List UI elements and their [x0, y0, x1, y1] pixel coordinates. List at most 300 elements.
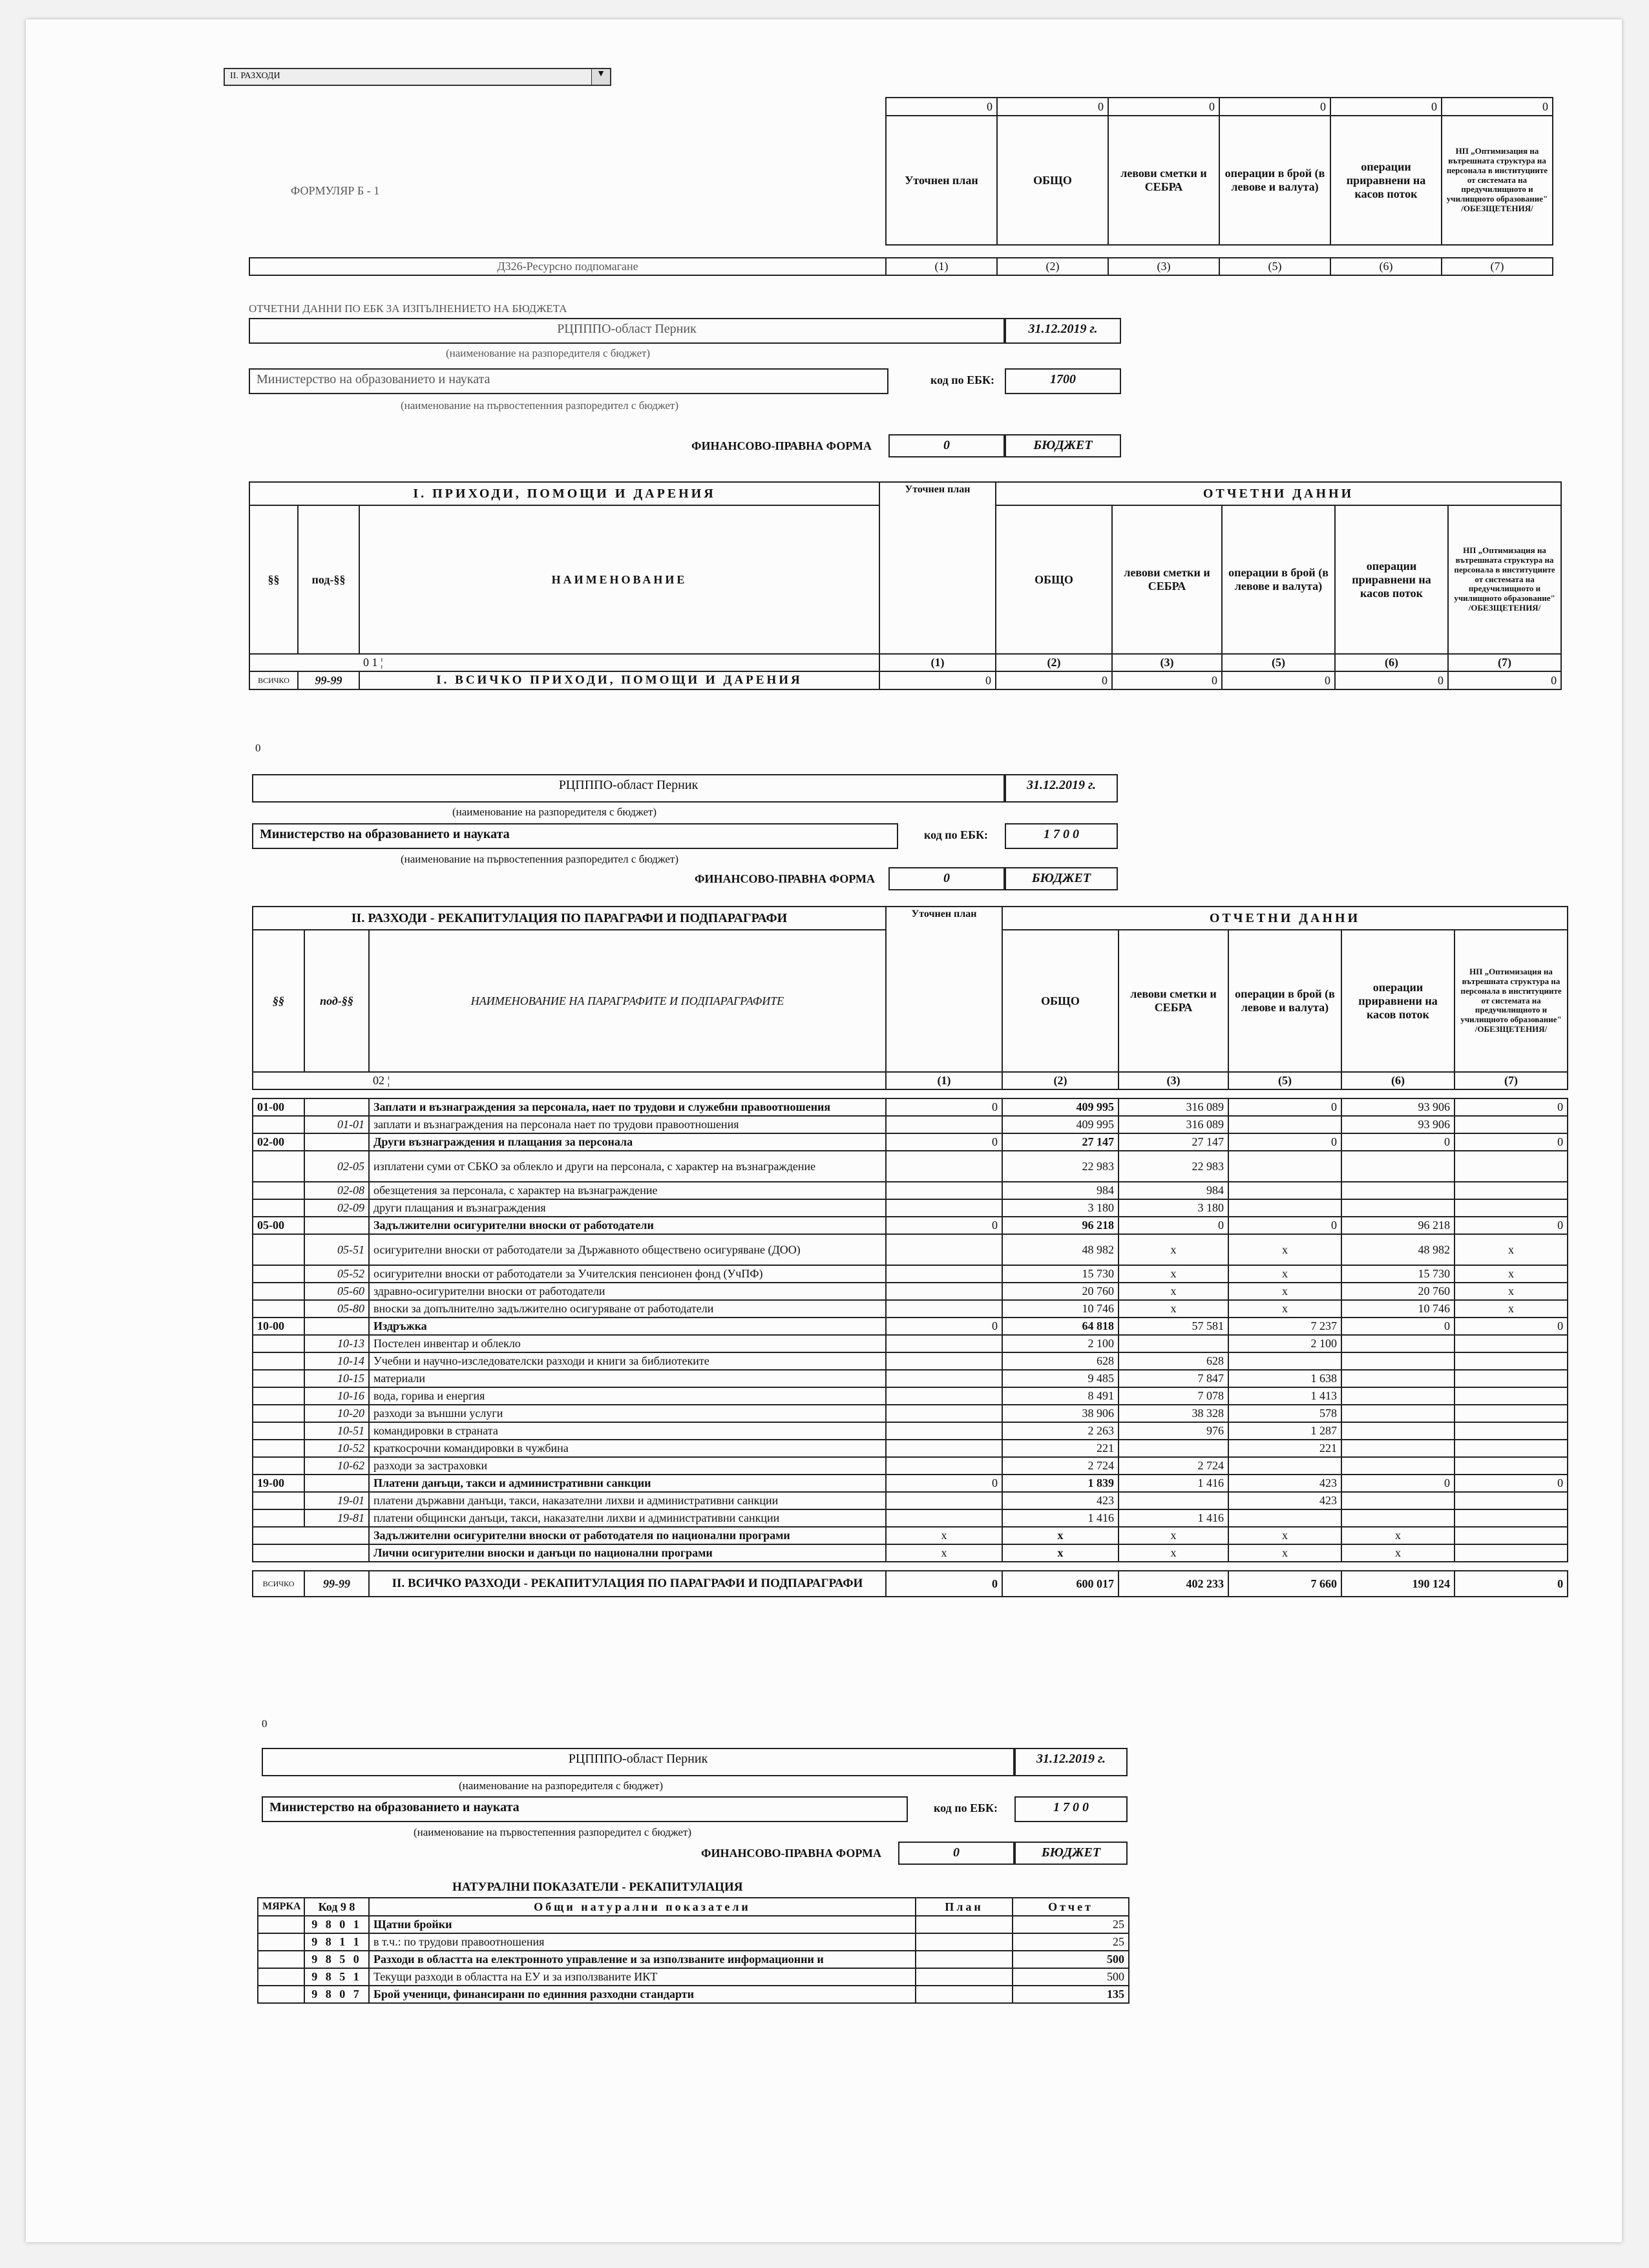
expenses-total-value-4: 190 124 — [1341, 1571, 1455, 1597]
row-value-2 — [1119, 1492, 1228, 1509]
list-item — [258, 1968, 1129, 1986]
row-value-5 — [1455, 1352, 1568, 1370]
list-item — [258, 1986, 1129, 2003]
row-value-5 — [1455, 1199, 1568, 1217]
row-value-4: x — [1341, 1544, 1455, 1562]
row-value-3: x — [1228, 1544, 1341, 1562]
nat-unit — [258, 1916, 304, 1933]
income-name-header: НАИМЕНОВАНИЕ — [359, 505, 879, 654]
income-col-num-5: (7) — [1448, 654, 1561, 671]
row-value-4 — [1341, 1387, 1455, 1405]
row-value-2: 976 — [1119, 1422, 1228, 1440]
list-item — [258, 1933, 1129, 1951]
row-value-1: 409 995 — [1002, 1098, 1119, 1116]
row-name: Заплати и възнаграждения за персонала, нает по трудови и служебни правоотношения — [369, 1098, 886, 1116]
row-par — [253, 1422, 304, 1440]
ministry-3: Министерство на образованието и науката — [262, 1796, 908, 1822]
row-value-5 — [1455, 1527, 1568, 1544]
row-value-5: 0 — [1455, 1217, 1568, 1234]
row-value-4 — [1341, 1199, 1455, 1217]
row-value-5 — [1455, 1457, 1568, 1475]
row-name: изплатени суми от СБКО за облекло и други на персонала, с характер на възнаграждение — [369, 1151, 886, 1182]
top-row-table — [249, 257, 1553, 276]
table-row — [253, 1283, 1568, 1300]
row-value-5 — [1455, 1182, 1568, 1199]
row-name: материали — [369, 1370, 886, 1387]
row-par — [253, 1405, 304, 1422]
row-name: разходи за външни услуги — [369, 1405, 886, 1422]
row-value-3 — [1228, 1151, 1341, 1182]
row-value-1: 2 263 — [1002, 1422, 1119, 1440]
row-subpar — [304, 1318, 369, 1335]
income-col-cash: операции в брой (в левове и валута) — [1222, 505, 1335, 654]
row-value-4 — [1341, 1440, 1455, 1457]
row-value-2: 628 — [1119, 1352, 1228, 1370]
row-par — [253, 1457, 304, 1475]
income-total-code: ВСИЧКО — [249, 671, 298, 689]
row-value-1: 2 100 — [1002, 1335, 1119, 1352]
row-value-1: 96 218 — [1002, 1217, 1119, 1234]
row-value-2: 1 416 — [1119, 1475, 1228, 1492]
nat-code: 9 8 1 1 — [304, 1933, 369, 1951]
expenses-plan-header: Уточнен план — [886, 907, 1002, 1072]
nat-unit — [258, 1986, 304, 2003]
table-row — [253, 1440, 1568, 1457]
nat-code: 9 8 5 0 — [304, 1951, 369, 1968]
row-value-0 — [886, 1405, 1002, 1422]
nat-code-header: Код 9 8 — [304, 1898, 369, 1916]
nat-name: Разходи в областта на електронното управление и за използваните информационни и — [369, 1951, 916, 1968]
expenses-col-total: ОБЩО — [1002, 930, 1119, 1072]
row-value-3 — [1228, 1352, 1341, 1370]
org-caption-2: (наименование на разпоредителя с бюджет) — [452, 806, 657, 818]
income-total-value-3: 0 — [1222, 671, 1335, 689]
row-name: платени държавни данъци, такси, наказателни лихви и административни санкции — [369, 1492, 886, 1509]
top-zero-3: 0 — [1219, 98, 1330, 116]
row-value-2: 984 — [1119, 1182, 1228, 1199]
top-zero-0: 0 — [886, 98, 997, 116]
top-summary-table — [885, 97, 1553, 246]
nat-plan — [916, 1916, 1013, 1933]
row-value-0 — [886, 1182, 1002, 1199]
row-value-2: x — [1119, 1544, 1228, 1562]
row-name: заплати и възнаграждения на персонала нает по трудови правоотношения — [369, 1116, 886, 1133]
row-subpar: 19-81 — [304, 1509, 369, 1527]
nat-name: Щатни бройки — [369, 1916, 916, 1933]
row-value-3: 423 — [1228, 1475, 1341, 1492]
legal-form-label-2: ФИНАНСОВО-ПРАВНА ФОРМА — [695, 872, 875, 885]
row-value-1: 3 180 — [1002, 1199, 1119, 1217]
nat-plan — [916, 1968, 1013, 1986]
ministry-2: Министерство на образованието и науката — [252, 823, 898, 849]
table-row — [253, 1509, 1568, 1527]
row-subpar — [304, 1133, 369, 1151]
row-value-3 — [1228, 1457, 1341, 1475]
expenses-total-value-1: 600 017 — [1002, 1571, 1119, 1597]
row-value-2 — [1119, 1440, 1228, 1457]
ebk-label-2: код по ЕБК: — [924, 828, 989, 841]
row-subpar: 02-05 — [304, 1151, 369, 1182]
legal-form-value-1: БЮДЖЕТ — [1005, 434, 1121, 457]
row-name: други плащания и възнаграждения — [369, 1199, 886, 1217]
expenses-total-value-2: 402 233 — [1119, 1571, 1228, 1597]
expenses-col-lev: левови сметки и СЕБРА — [1119, 930, 1228, 1072]
nat-report-header: Отчет — [1013, 1898, 1129, 1916]
row-value-0 — [886, 1492, 1002, 1509]
row-value-3: x — [1228, 1527, 1341, 1544]
ebk-label-3: код по ЕБК: — [934, 1801, 998, 1814]
nat-report: 500 — [1013, 1951, 1129, 1968]
row-value-1: 984 — [1002, 1182, 1119, 1199]
nat-name: Текущи разходи в областта на ЕУ и за използваните ИКТ — [369, 1968, 916, 1986]
row-value-0 — [886, 1199, 1002, 1217]
table-row — [253, 1527, 1568, 1544]
legal-form-code-3: 0 — [898, 1842, 1014, 1865]
table-row — [253, 1318, 1568, 1335]
expenses-subpar-header: под-§§ — [304, 930, 369, 1072]
table-row — [253, 1182, 1568, 1199]
row-value-4: 48 982 — [1341, 1234, 1455, 1265]
report-title: ОТЧЕТНИ ДАННИ ПО ЕБК ЗА ИЗПЪЛНЕНИЕТО НА БЮДЖЕТА — [249, 302, 567, 315]
row-value-1: 423 — [1002, 1492, 1119, 1509]
ministry-caption-2: (наименование на първостепенния разпоредител с бюджет) — [401, 853, 679, 865]
row-value-3: 0 — [1228, 1217, 1341, 1234]
table-row — [253, 1335, 1568, 1352]
row-par — [253, 1151, 304, 1182]
row-name: Платени данъци, такси и административни санкции — [369, 1475, 886, 1492]
row-name: осигурителни вноски от работодатели за Държавното обществено осигуряване (ДОО) — [369, 1234, 886, 1265]
row-subpar: 10-52 — [304, 1440, 369, 1457]
table-row — [253, 1300, 1568, 1318]
dropdown-value: II. РАЗХОДИ — [230, 71, 280, 81]
row-value-5 — [1455, 1370, 1568, 1387]
table-row — [253, 1265, 1568, 1283]
row-value-4: 10 746 — [1341, 1300, 1455, 1318]
row-name: вноски за допълнително задължително осигуряване от работодатели — [369, 1300, 886, 1318]
row-value-1: 2 724 — [1002, 1457, 1119, 1475]
nat-name: в т.ч.: по трудови правоотношения — [369, 1933, 916, 1951]
row-value-3: 1 413 — [1228, 1387, 1341, 1405]
income-col-np: НП „Оптимизация на вътрешната структура на персонала в институциите от системата на предучилищното и училищното образование" /ОБЕЗЩЕТЕНИЯ/ — [1448, 505, 1561, 654]
expenses-par-header: §§ — [253, 930, 304, 1072]
table-row — [253, 1422, 1568, 1440]
expenses-table — [252, 906, 1568, 1597]
row-par — [253, 1116, 304, 1133]
row-subpar — [304, 1098, 369, 1116]
income-plan-header: Уточнен план — [879, 482, 996, 654]
row-par — [253, 1199, 304, 1217]
top-zero-1: 0 — [997, 98, 1108, 116]
nat-unit — [258, 1951, 304, 1968]
row-name: командировки в страната — [369, 1422, 886, 1440]
table-row — [253, 1405, 1568, 1422]
org-name-3: РЦПППО-област Перник — [262, 1748, 1014, 1776]
top-zero-4: 0 — [1330, 98, 1442, 116]
income-code: 0 1 ¦ — [359, 654, 879, 671]
row-value-0 — [886, 1283, 1002, 1300]
row-value-0 — [886, 1422, 1002, 1440]
row-value-5 — [1455, 1509, 1568, 1527]
row-value-2: x — [1119, 1283, 1228, 1300]
table-row — [253, 1475, 1568, 1492]
row-value-5 — [1455, 1116, 1568, 1133]
row-name: Задължителни осигурителни вноски от работодателя по национални програми — [369, 1527, 886, 1544]
table-row — [253, 1098, 1568, 1116]
expenses-col-num-1: (2) — [1002, 1072, 1119, 1089]
row-par — [253, 1283, 304, 1300]
row-value-5 — [1455, 1544, 1568, 1562]
org-name-2: РЦПППО-област Перник — [252, 774, 1005, 803]
row-par — [253, 1387, 304, 1405]
expenses-total-sub: 99-99 — [304, 1571, 369, 1597]
row-value-0 — [886, 1509, 1002, 1527]
table-row — [253, 1492, 1568, 1509]
income-col-total: ОБЩО — [996, 505, 1112, 654]
row-value-4 — [1341, 1352, 1455, 1370]
row-value-4: 0 — [1341, 1318, 1455, 1335]
ebk-label-1: код по ЕБК: — [930, 373, 995, 386]
expenses-name-header: НАИМЕНОВАНИЕ НА ПАРАГРАФИТЕ И ПОДПАРАГРАФИТЕ — [369, 930, 886, 1072]
row-value-3: 578 — [1228, 1405, 1341, 1422]
row-subpar: 05-80 — [304, 1300, 369, 1318]
income-col-num-1: (2) — [996, 654, 1112, 671]
natural-indicators-table — [257, 1897, 1129, 2004]
row-value-0: 0 — [886, 1133, 1002, 1151]
row-name: Задължителни осигурителни вноски от работодатели — [369, 1217, 886, 1234]
nat-code: 9 8 0 1 — [304, 1916, 369, 1933]
row-value-0 — [886, 1335, 1002, 1352]
top-col-num-1: (2) — [997, 258, 1108, 275]
row-value-3: 0 — [1228, 1133, 1341, 1151]
row-value-1: 27 147 — [1002, 1133, 1119, 1151]
row-value-4: 0 — [1341, 1475, 1455, 1492]
table-row — [253, 1387, 1568, 1405]
income-col-num-4: (6) — [1335, 654, 1448, 671]
report-date-3: 31.12.2019 г. — [1014, 1748, 1128, 1776]
row-par: 10-00 — [253, 1318, 304, 1335]
top-col-header-3: операции в брой (в левове и валута) — [1219, 116, 1330, 245]
row-par — [253, 1300, 304, 1318]
row-value-2: x — [1119, 1527, 1228, 1544]
top-col-num-0: (1) — [886, 258, 997, 275]
row-value-5 — [1455, 1422, 1568, 1440]
row-subpar: 10-51 — [304, 1422, 369, 1440]
row-value-3: x — [1228, 1234, 1341, 1265]
income-col-num-3: (5) — [1222, 654, 1335, 671]
expenses-col-num-5: (7) — [1455, 1072, 1568, 1089]
ministry-caption-3: (наименование на първостепенния разпоредител с бюджет) — [414, 1826, 692, 1838]
separator-zero-2: 0 — [262, 1717, 268, 1730]
section-dropdown[interactable] — [224, 68, 611, 86]
row-value-5: 0 — [1455, 1318, 1568, 1335]
row-value-5: 0 — [1455, 1475, 1568, 1492]
row-subpar: 10-20 — [304, 1405, 369, 1422]
row-value-0 — [886, 1370, 1002, 1387]
legal-form-code-2: 0 — [888, 867, 1005, 890]
ministry-1: Министерство на образованието и науката — [249, 368, 888, 394]
row-value-1: 15 730 — [1002, 1265, 1119, 1283]
row-value-2: 7 847 — [1119, 1370, 1228, 1387]
expenses-total-value-5: 0 — [1455, 1571, 1568, 1597]
row-value-0: 0 — [886, 1475, 1002, 1492]
row-value-4: 20 760 — [1341, 1283, 1455, 1300]
row-value-2: 1 416 — [1119, 1509, 1228, 1527]
row-value-4 — [1341, 1182, 1455, 1199]
row-value-4 — [1341, 1457, 1455, 1475]
row-value-0 — [886, 1457, 1002, 1475]
row-subpar: 10-14 — [304, 1352, 369, 1370]
row-value-3: x — [1228, 1283, 1341, 1300]
row-name: краткосрочни командировки в чужбина — [369, 1440, 886, 1457]
row-value-4 — [1341, 1151, 1455, 1182]
income-col-num-0: (1) — [879, 654, 996, 671]
row-value-1: 20 760 — [1002, 1283, 1119, 1300]
row-value-0 — [886, 1151, 1002, 1182]
row-value-2: 57 581 — [1119, 1318, 1228, 1335]
nat-name: Брой ученици, финансирани по единния разходни стандарти — [369, 1986, 916, 2003]
row-value-5: x — [1455, 1300, 1568, 1318]
row-value-2: 27 147 — [1119, 1133, 1228, 1151]
row-value-1: 38 906 — [1002, 1405, 1119, 1422]
income-total-value-2: 0 — [1112, 671, 1222, 689]
income-total-value-1: 0 — [996, 671, 1112, 689]
legal-form-value-3: БЮДЖЕТ — [1014, 1842, 1128, 1865]
row-value-2: 38 328 — [1119, 1405, 1228, 1422]
table-row — [253, 1116, 1568, 1133]
table-row — [253, 1199, 1568, 1217]
row-value-5 — [1455, 1151, 1568, 1182]
nat-unit — [258, 1933, 304, 1951]
legal-form-label-3: ФИНАНСОВО-ПРАВНА ФОРМА — [701, 1847, 881, 1860]
row-value-2: 316 089 — [1119, 1116, 1228, 1133]
nat-code: 9 8 5 1 — [304, 1968, 369, 1986]
nat-code: 9 8 0 7 — [304, 1986, 369, 2003]
nat-plan — [916, 1933, 1013, 1951]
row-value-4 — [1341, 1335, 1455, 1352]
nat-plan — [916, 1951, 1013, 1968]
nat-report: 135 — [1013, 1986, 1129, 2003]
row-value-4 — [1341, 1422, 1455, 1440]
table-row — [253, 1151, 1568, 1182]
row-value-5: 0 — [1455, 1133, 1568, 1151]
row-name: вода, горива и енергия — [369, 1387, 886, 1405]
nat-unit-header: МЯРКА — [258, 1898, 304, 1916]
row-subpar: 02-09 — [304, 1199, 369, 1217]
row-value-3: x — [1228, 1265, 1341, 1283]
row-value-3 — [1228, 1182, 1341, 1199]
income-report-header: ОТЧЕТНИ ДАННИ — [996, 482, 1561, 505]
row-value-0 — [886, 1116, 1002, 1133]
row-value-2: 0 — [1119, 1217, 1228, 1234]
income-total-value-0: 0 — [879, 671, 996, 689]
row-value-1: 9 485 — [1002, 1370, 1119, 1387]
row-value-0 — [886, 1352, 1002, 1370]
income-total-value-4: 0 — [1335, 671, 1448, 689]
table-row — [253, 1352, 1568, 1370]
row-name: Постелен инвентар и облекло — [369, 1335, 886, 1352]
row-par — [253, 1234, 304, 1265]
row-value-5 — [1455, 1492, 1568, 1509]
top-zero-2: 0 — [1108, 98, 1219, 116]
top-col-num-2: (3) — [1108, 258, 1219, 275]
income-title: I. ПРИХОДИ, ПОМОЩИ И ДАРЕНИЯ — [249, 482, 879, 505]
row-value-3 — [1228, 1199, 1341, 1217]
row-value-5: x — [1455, 1265, 1568, 1283]
nat-plan — [916, 1986, 1013, 2003]
expenses-col-num-4: (6) — [1341, 1072, 1455, 1089]
row-spacer — [253, 1527, 369, 1544]
row-par — [253, 1265, 304, 1283]
row-value-1: 1 839 — [1002, 1475, 1119, 1492]
row-name: платени общински данъци, такси, наказателни лихви и административни санкции — [369, 1509, 886, 1527]
row-name: обезщетения за персонала, с характер на възнаграждение — [369, 1182, 886, 1199]
row-name: Издръжка — [369, 1318, 886, 1335]
table-row — [253, 1234, 1568, 1265]
row-subpar: 01-01 — [304, 1116, 369, 1133]
row-value-1: 10 746 — [1002, 1300, 1119, 1318]
expenses-col-cash: операции в брой (в левове и валута) — [1228, 930, 1341, 1072]
row-subpar: 10-16 — [304, 1387, 369, 1405]
row-value-1: 1 416 — [1002, 1509, 1119, 1527]
row-value-1: x — [1002, 1544, 1119, 1562]
row-subpar — [304, 1475, 369, 1492]
row-value-3: x — [1228, 1300, 1341, 1318]
row-value-4: 0 — [1341, 1133, 1455, 1151]
chevron-down-icon[interactable]: ▼ — [591, 69, 610, 85]
row-value-3: 0 — [1228, 1098, 1341, 1116]
ministry-caption-1: (наименование на първостепенния разпоредител с бюджет) — [401, 399, 679, 412]
row-value-0: 0 — [886, 1318, 1002, 1335]
row-par: 05-00 — [253, 1217, 304, 1234]
expenses-title: II. РАЗХОДИ - РЕКАПИТУЛАЦИЯ ПО ПАРАГРАФИ И ПОДПАРАГРАФИ — [253, 907, 886, 930]
row-spacer — [253, 1544, 369, 1562]
row-value-5: x — [1455, 1283, 1568, 1300]
row-value-1: 22 983 — [1002, 1151, 1119, 1182]
legal-form-label-1: ФИНАНСОВО-ПРАВНА ФОРМА — [691, 439, 872, 452]
org-name-1: РЦПППО-област Перник — [249, 318, 1005, 344]
row-subpar — [304, 1217, 369, 1234]
top-col-header-2: левови сметки и СЕБРА — [1108, 116, 1219, 245]
row-value-3 — [1228, 1116, 1341, 1133]
org-caption-3: (наименование на разпоредителя с бюджет) — [459, 1780, 664, 1792]
row-value-5: 0 — [1455, 1098, 1568, 1116]
row-value-1: 48 982 — [1002, 1234, 1119, 1265]
row-value-0 — [886, 1234, 1002, 1265]
row-par — [253, 1352, 304, 1370]
row-subpar: 05-52 — [304, 1265, 369, 1283]
row-value-0 — [886, 1300, 1002, 1318]
ebk-code-1: 1700 — [1005, 368, 1121, 394]
nat-report: 500 — [1013, 1968, 1129, 1986]
row-value-2: 2 724 — [1119, 1457, 1228, 1475]
nat-plan-header: План — [916, 1898, 1013, 1916]
row-par — [253, 1335, 304, 1352]
row-value-0 — [886, 1265, 1002, 1283]
income-col-num-2: (3) — [1112, 654, 1222, 671]
row-value-3: 221 — [1228, 1440, 1341, 1457]
row-name: Учебни и научно-изследователски разходи и книги за библиотеките — [369, 1352, 886, 1370]
expenses-col-num-0: (1) — [886, 1072, 1002, 1089]
row-value-3 — [1228, 1509, 1341, 1527]
row-value-0: 0 — [886, 1217, 1002, 1234]
row-par — [253, 1370, 304, 1387]
row-value-2: 316 089 — [1119, 1098, 1228, 1116]
table-row — [253, 1544, 1568, 1562]
row-value-3: 2 100 — [1228, 1335, 1341, 1352]
separator-zero-1: 0 — [255, 742, 261, 754]
row-value-2: 7 078 — [1119, 1387, 1228, 1405]
row-subpar: 10-13 — [304, 1335, 369, 1352]
